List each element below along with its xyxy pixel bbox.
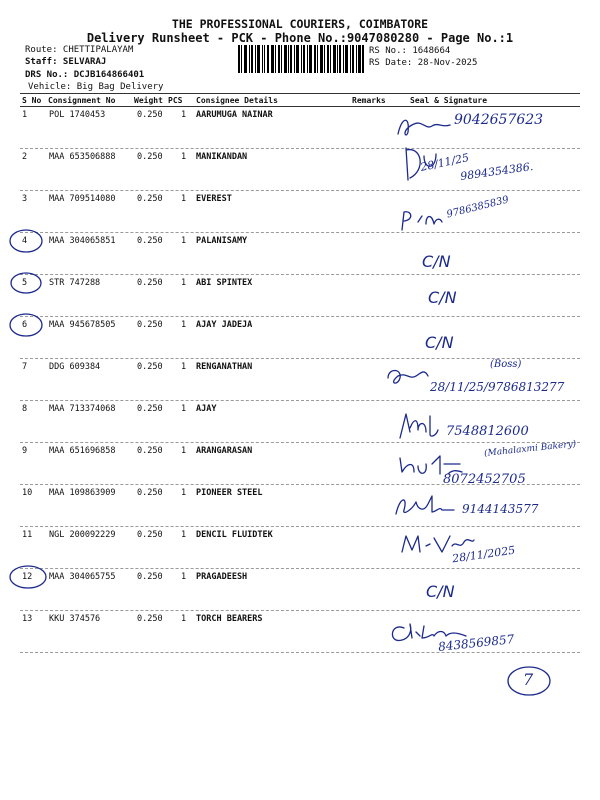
row-3-sno: 3: [22, 194, 28, 204]
header-top-rule: [20, 93, 580, 94]
row-10-weight: 0.250: [137, 488, 163, 498]
circle-mark-row-5: [6, 268, 46, 298]
cn-note-row-6: C/N: [425, 333, 454, 352]
col-pcs: PCS: [168, 96, 183, 105]
row-1-pcs: 1: [181, 110, 187, 120]
row-12-pcs: 1: [181, 572, 187, 582]
row-8-weight: 0.250: [137, 404, 163, 414]
circle-mark-row-12: [6, 562, 50, 592]
row-5-consignment: STR 747288: [49, 278, 101, 288]
row-9-weight: 0.250: [137, 446, 163, 456]
row-9-pcs: 1: [181, 446, 187, 456]
handwritten-phone-row-10: 9144143577: [462, 502, 539, 516]
staff-label: Staff: SELVARAJ: [25, 57, 107, 67]
handwritten-date-row-11: 28/11/2025: [451, 543, 517, 566]
row-separator: [20, 400, 580, 401]
row-4-consignee: PALANISAMY: [196, 236, 248, 246]
row-separator: [20, 442, 580, 443]
col-seal-signature: Seal & Signature: [410, 96, 488, 105]
row-10-sno: 10: [22, 488, 33, 498]
row-12-weight: 0.250: [137, 572, 163, 582]
signature-row-3: [396, 206, 444, 236]
cn-note-row-12: C/N: [426, 582, 455, 601]
row-8-pcs: 1: [181, 404, 187, 414]
row-separator: [20, 526, 580, 527]
row-11-consignee: DENCIL FLUIDTEK: [196, 530, 273, 540]
signature-row-10: [392, 490, 458, 520]
col-weight: Weight: [134, 96, 163, 105]
rs-date: RS Date: 28-Nov-2025: [369, 58, 478, 68]
row-3-pcs: 1: [181, 194, 187, 204]
row-13-sno: 13: [22, 614, 33, 624]
row-2-pcs: 1: [181, 152, 187, 162]
row-13-consignment: KKU 374576: [49, 614, 101, 624]
handwritten-phone-row-1: 9042657623: [454, 112, 544, 128]
row-9-consignment: MAA 651696858: [49, 446, 116, 456]
row-11-weight: 0.250: [137, 530, 163, 540]
row-4-sno: 4: [22, 236, 28, 246]
row-11-consignment: NGL 200092229: [49, 530, 116, 540]
row-3-consignment: MAA 709514080: [49, 194, 116, 204]
row-13-consignee: TORCH BEARERS: [196, 614, 263, 624]
cn-note-row-4: C/N: [422, 252, 451, 271]
col-sno: S No: [22, 96, 42, 105]
row-2-consignment: MAA 653506888: [49, 152, 116, 162]
row-7-sno: 7: [22, 362, 28, 372]
route-label: Route: CHETTIPALAYAM: [25, 45, 134, 55]
handwritten-phone-row-9: 8072452705: [443, 472, 526, 487]
row-2-sno: 2: [22, 152, 28, 162]
row-5-consignee: ABI SPINTEX: [196, 278, 253, 288]
row-separator: [20, 190, 580, 191]
row-8-consignee: AJAY: [196, 404, 217, 414]
row-separator: [20, 652, 580, 653]
row-1-consignee: AARUMUGA NAINAR: [196, 110, 273, 120]
row-8-sno: 8: [22, 404, 28, 414]
row-8-consignment: MAA 713374068: [49, 404, 116, 414]
row-6-weight: 0.250: [137, 320, 163, 330]
handwritten-date-row-2: 28/11/25: [419, 151, 471, 174]
handwritten-phone-row-2: 9894354386.: [459, 159, 535, 184]
row-12-consignee: PRAGADEESH: [196, 572, 248, 582]
row-1-sno: 1: [22, 110, 28, 120]
handwritten-phone-row-13: 8438569857: [437, 632, 515, 654]
row-5-pcs: 1: [181, 278, 187, 288]
row-7-weight: 0.250: [137, 362, 163, 372]
drs-barcode: [238, 45, 364, 73]
row-6-sno: 6: [22, 320, 28, 330]
row-separator: [20, 148, 580, 149]
vehicle-label: Vehicle: Big Bag Delivery: [28, 82, 164, 92]
row-separator: [20, 232, 580, 233]
drs-number: DRS No.: DCJB164866401: [25, 70, 145, 80]
cn-note-row-5: C/N: [428, 288, 457, 307]
row-3-weight: 0.250: [137, 194, 163, 204]
row-10-consignee: PIONEER STEEL: [196, 488, 263, 498]
rs-number: RS No.: 1648664: [369, 46, 451, 56]
row-1-weight: 0.250: [137, 110, 163, 120]
row-12-sno: 12: [22, 572, 33, 582]
row-10-pcs: 1: [181, 488, 187, 498]
col-consignee: Consignee Details: [196, 96, 278, 105]
signature-row-1: [392, 112, 452, 142]
handwritten-phone-row-3: 9786385839: [445, 194, 511, 221]
row-2-weight: 0.250: [137, 152, 163, 162]
circle-mark-row-6: [6, 310, 46, 340]
row-13-pcs: 1: [181, 614, 187, 624]
row-2-consignee: MANIKANDAN: [196, 152, 248, 162]
row-5-weight: 0.250: [137, 278, 163, 288]
col-consignment: Consignment No: [48, 96, 116, 105]
handwritten-phone-row-8: 7548812600: [446, 424, 529, 439]
row-4-consignment: MAA 304065851: [49, 236, 116, 246]
row-6-pcs: 1: [181, 320, 187, 330]
row-10-consignment: MAA 109863909: [49, 488, 116, 498]
handwritten-phone-row-7: 28/11/25/9786813277: [430, 380, 565, 394]
handwritten-note-row-9: (Mahalaxmi Bakery): [483, 439, 577, 459]
row-6-consignee: AJAY JADEJA: [196, 320, 253, 330]
row-separator: [20, 568, 580, 569]
row-4-pcs: 1: [181, 236, 187, 246]
company-title: THE PROFESSIONAL COURIERS, COIMBATORE: [171, 17, 429, 31]
col-remarks: Remarks: [352, 96, 386, 105]
handwritten-note-row-7: (Boss): [490, 359, 522, 370]
row-9-consignee: ARANGARASAN: [196, 446, 253, 456]
runsheet-subtitle: Delivery Runsheet - PCK - Phone No.:9047080280 - Page No.:1: [86, 31, 514, 45]
row-separator: [20, 610, 580, 611]
row-7-pcs: 1: [181, 362, 187, 372]
row-5-sno: 5: [22, 278, 28, 288]
row-11-pcs: 1: [181, 530, 187, 540]
row-12-consignment: MAA 304065755: [49, 572, 116, 582]
row-4-weight: 0.250: [137, 236, 163, 246]
row-9-sno: 9: [22, 446, 28, 456]
row-separator: [20, 316, 580, 317]
row-11-sno: 11: [22, 530, 33, 540]
row-7-consignment: DDG 609384: [49, 362, 101, 372]
circle-mark-row-4: [6, 226, 46, 256]
row-3-consignee: EVEREST: [196, 194, 232, 204]
row-1-consignment: POL 1740453: [49, 110, 106, 120]
signature-row-8: [396, 408, 440, 442]
row-separator: [20, 274, 580, 275]
row-6-consignment: MAA 945678505: [49, 320, 116, 330]
row-13-weight: 0.250: [137, 614, 163, 624]
row-7-consignee: RENGANATHAN: [196, 362, 253, 372]
header-bottom-rule: [20, 106, 580, 107]
total-count: 7: [523, 670, 534, 689]
